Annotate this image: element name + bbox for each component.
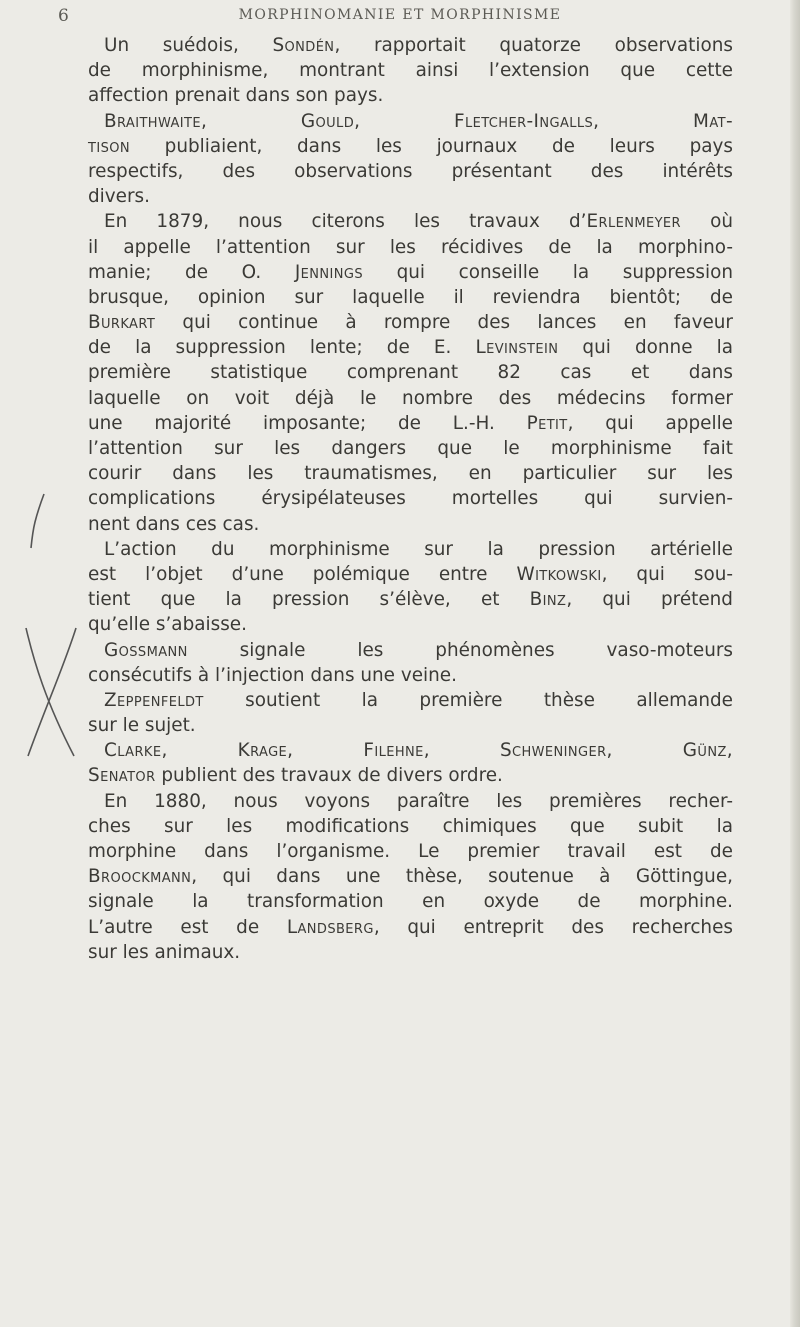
- page-header: [0, 6, 800, 30]
- text-line: tison publiaient, dans les journaux de leurs pays: [88, 135, 733, 157]
- text-line: laquelle on voit déjà le nombre des médecins former: [88, 387, 733, 409]
- text-line: ches sur les modifications chimiques que subit la: [88, 815, 733, 837]
- pencil-cross-mark: [20, 622, 82, 762]
- text-line: En 1879, nous citerons les travaux d’Erlenmeyer où: [104, 211, 733, 233]
- text-line: morphine dans l’organisme. Le premier travail est de: [88, 841, 733, 862]
- text-line: est l’objet d’une polémique entre Witkowski, qui sou-: [88, 563, 733, 585]
- text-line: manie; de O. Jennings qui conseille la suppression: [88, 261, 734, 283]
- text-line: première statistique comprenant 82 cas et dans: [88, 362, 733, 384]
- author-name: Landsberg: [286, 916, 374, 938]
- text-line: affection prenait dans son pays.: [88, 85, 384, 107]
- text-line: Un suédois, Sondén, rapportait quatorze observations: [104, 35, 733, 56]
- author-name: Broockmann: [88, 866, 192, 888]
- author-name: Braithwaite, Gould, Fletcher-Ingalls, Mat-: [104, 110, 733, 132]
- text-line: courir dans les traumatismes, en particulier sur les: [88, 463, 733, 485]
- text-line: il appelle l’attention sur les récidives de la morphino-: [88, 236, 733, 258]
- text-line: brusque, opinion sur laquelle il reviendra bientôt; de: [88, 286, 733, 308]
- author-name: Sondén: [272, 35, 335, 56]
- text-line: tient que la pression s’élève, et Binz, qui prétend: [88, 589, 733, 611]
- text-line: signale la transformation en oxyde de morphine.: [88, 891, 733, 913]
- text-line: Burkart qui continue à rompre des lances en faveur: [88, 312, 733, 334]
- author-name: Witkowski: [516, 563, 602, 585]
- text-line: de morphinisme, montrant ainsi l’extension que cette: [88, 60, 733, 82]
- author-name: Levinstein: [475, 337, 559, 359]
- text-line: respectifs, des observations présentant des intérêts: [88, 160, 733, 182]
- text-line: Zeppenfeldt soutient la première thèse allemande: [104, 689, 733, 711]
- author-name: Clarke, Krage, Filehne, Schweninger, Günz,: [104, 740, 733, 762]
- running-head: MORPHINOMANIE ET MORPHINISME: [238, 7, 562, 23]
- text-line: une majorité imposante; de L.-H. Petit, qui appelle: [88, 412, 733, 434]
- text-line: sur les animaux.: [88, 941, 241, 963]
- text-line: Gossmann signale les phénomènes vaso-moteurs: [104, 639, 733, 661]
- pencil-slash-mark: [28, 492, 50, 552]
- author-name: Senator: [88, 765, 156, 787]
- text-line: qu’elle s’abaisse.: [88, 614, 247, 636]
- text-line: divers.: [88, 186, 150, 208]
- text-line: Senator publient des travaux de divers ordre.: [88, 765, 503, 787]
- text-line: En 1880, nous voyons paraître les premières recher-: [104, 790, 733, 812]
- text-line: Broockmann, qui dans une thèse, soutenue à Göttingue,: [88, 866, 733, 888]
- text-line: consécutifs à l’injection dans une veine.: [88, 664, 457, 686]
- text-line: nent dans ces cas.: [88, 513, 260, 535]
- author-name: Jennings: [294, 261, 363, 283]
- text-line: [88, 109, 733, 134]
- author-name: Gossmann: [104, 639, 188, 661]
- author-name: Zeppenfeldt: [104, 689, 204, 711]
- author-name: Binz: [529, 589, 567, 611]
- author-name: Petit: [526, 412, 568, 434]
- main-text: [88, 33, 733, 965]
- page-number: 6: [58, 6, 69, 26]
- page-edge: [790, 0, 800, 1327]
- text-line: sur le sujet.: [88, 715, 196, 737]
- text-line: de la suppression lente; de E. Levinstein qui donne la: [88, 337, 733, 359]
- text-line: l’attention sur les dangers que le morphinisme fait: [88, 438, 733, 459]
- author-name: Erlenmeyer: [586, 211, 681, 233]
- text-line: L’autre est de Landsberg, qui entreprit des recherches: [88, 916, 733, 938]
- text-line: complications érysipélateuses mortelles qui survien-: [88, 488, 733, 510]
- text-line: L’action du morphinisme sur la pression artérielle: [104, 538, 733, 560]
- author-name: tison: [88, 135, 130, 157]
- text-line: [88, 738, 733, 763]
- author-name: Burkart: [88, 312, 156, 334]
